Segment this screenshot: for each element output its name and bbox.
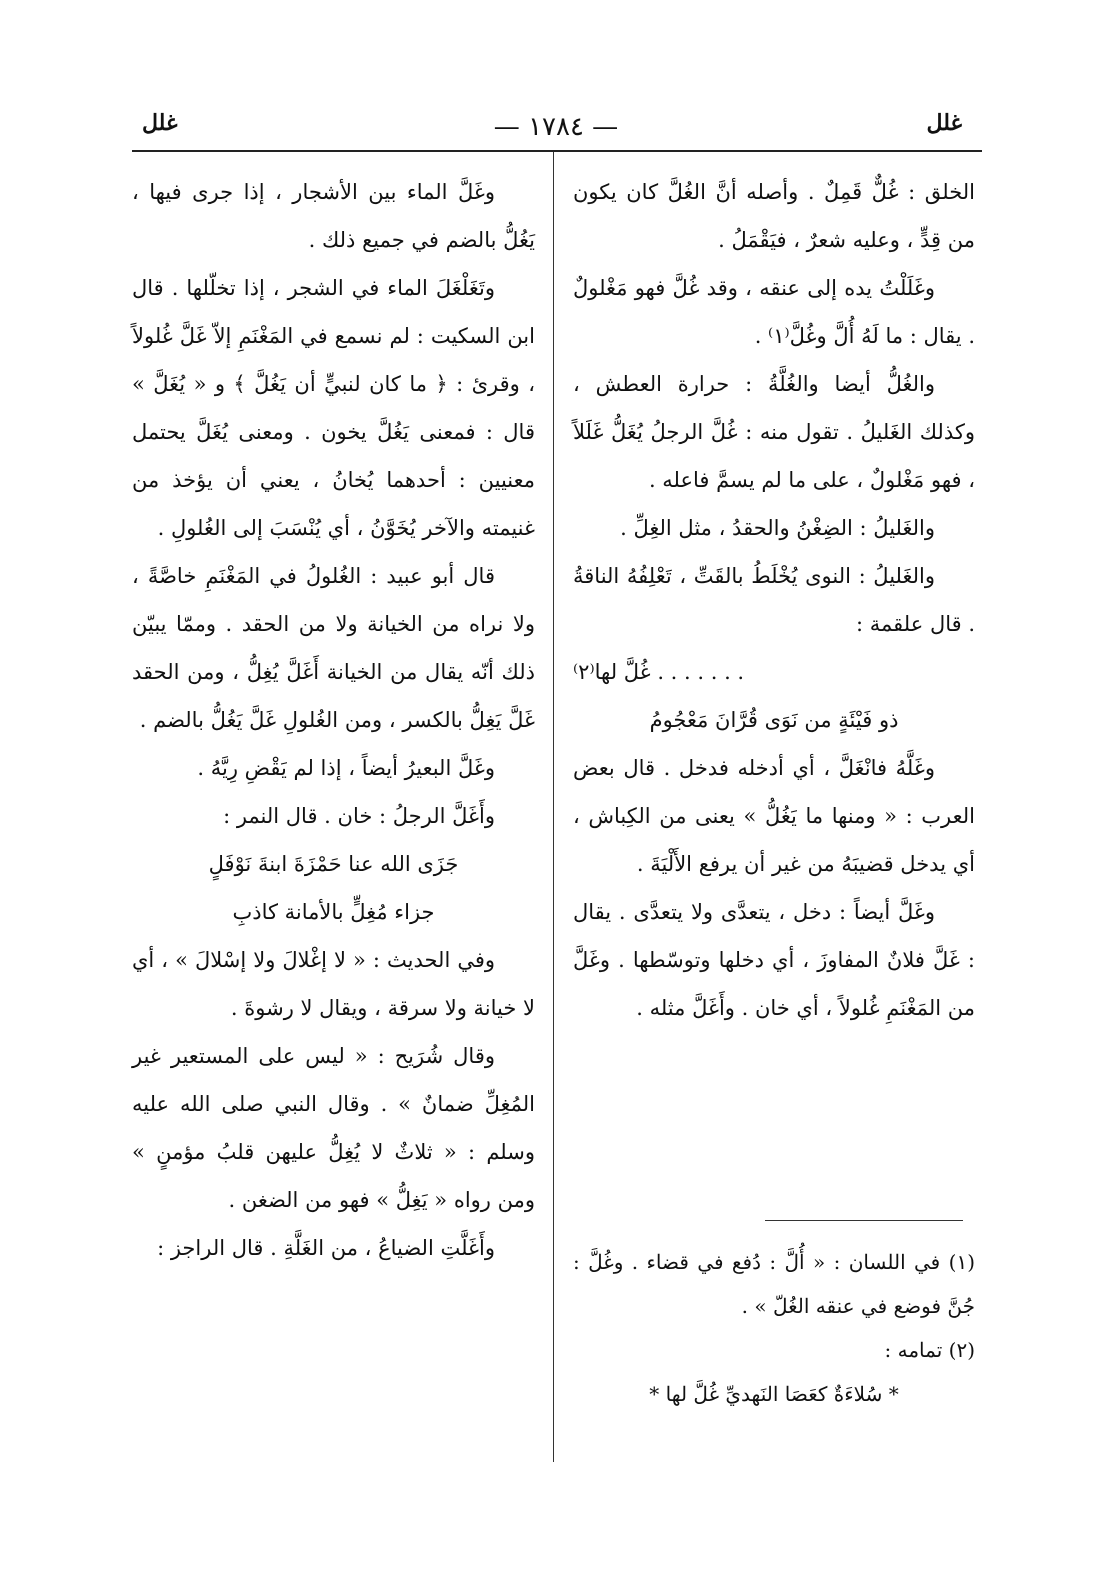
column-divider bbox=[553, 152, 554, 1462]
paragraph: وفي الحديث : « لا إغْلالَ ولا إسْلالَ » ، أي لا خيانة ولا سرقة ، ويقال لا رشوةَ . bbox=[132, 948, 535, 1020]
paragraph: والغُلُّ أيضا والغُلَّةُ : حرارة العطش ، وكذلك الغَليلُ . تقول منه : غُلَّ الرجلُ يُغَلُّ غَلَلاً ، فهو مَغْلولٌ ، على ما لم يسمَّ فاعله . bbox=[573, 372, 975, 492]
left-column bbox=[132, 168, 535, 1272]
paragraph: وغَلَّهُ فانْغَلَّ ، أي أدخله فدخل . قال بعض العرب : « ومنها ما يَغُلُّ » يعنى من الكِباش ، أي يدخل قضيبَهُ من غير أن يرفع الأَلْيَةَ . bbox=[573, 756, 975, 876]
footnote-verse: * سُلاءَةٌ كعَصَا النَهديِّ غُلَّ لها * bbox=[649, 1382, 899, 1406]
paragraph: وغَلَّ الماء بين الأشجار ، إذا جرى فيها ، يَغُلُّ بالضم في جميع ذلك . bbox=[132, 180, 535, 252]
footnotes bbox=[573, 1240, 975, 1416]
paragraph: قال أبو عبيد : الغُلولُ في المَغْنَمِ خاصَّةً ، ولا نراه من الخيانة ولا من الحقد . وممّا يبيّن ذلك أنّه يقال من الخيانة أَغَلَّ يُغِلُّ ، ومن الحقد غَلَّ يَغِلُّ بالكسر ، ومن الغُلولِ غَلَّ يَغُلُّ بالضم . bbox=[132, 564, 535, 732]
page-number: — ١٧٨٤ — bbox=[493, 112, 619, 142]
footnote-rule bbox=[765, 1220, 963, 1221]
header-rule bbox=[132, 150, 982, 152]
paragraph: وقال شُرَيح : « ليس على المستعير غير المُغِلِّ ضمانٌ » . وقال النبي صلى الله عليه وسلم : « ثلاثٌ لا يُغِلُّ عليهن قلبُ مؤمنٍ » ومن رواه « يَغِلُّ » فهو من الضغن . bbox=[132, 1044, 535, 1212]
paragraph: وتَغَلْغَلَ الماء في الشجر ، إذا تخلّلها . قال ابن السكيت : لم نسمع في المَغْنَمِ إلاّ غَلَّ غُلولاً ، وقرئ : ﴿ ما كان لنبيٍّ أن يَغُلَّ ﴾ و « يُغَلَّ » قال : فمعنى يَغُلَّ يخون . ومعنى يُغَلَّ يحتمل معنيين : أحدهما يُخانُ ، يعني أن يؤخذ من غنيمته والآخر يُخَوَّنُ ، أي يُنْسَبَ إلى الغُلولِ . bbox=[132, 276, 535, 540]
header-root-word-right: غلل bbox=[926, 110, 962, 136]
paragraph: وأَغَلَّ الرجلُ : خان . قال النمر : bbox=[223, 804, 495, 828]
verse-line: ذو فَيْئَةٍ من نَوَى قُرَّانَ مَعْجُومُ bbox=[649, 708, 899, 732]
footnote: (٢) تمامه : bbox=[884, 1338, 975, 1362]
verse-line: . . . . . . . غُلَّ لها⁽٢⁾ bbox=[573, 660, 745, 684]
footnote: (١) في اللسان : « أُلَّ : دُفع في قضاء . وغُلَّ : جُنَّ فوضع في عنقه الغُلّ » . bbox=[573, 1250, 975, 1318]
verse-line: جَزَى الله عنا حَمْزَةَ ابنةَ نَوْفَلٍ bbox=[208, 852, 459, 876]
paragraph: الخلق : غُلٌّ قَمِلٌ . وأصله أنَّ الغُلَّ كان يكون من قِدٍّ ، وعليه شعرٌ ، فيَقْمَلُ . bbox=[573, 180, 975, 252]
paragraph: وغَلَلْتُ يده إلى عنقه ، وقد غُلَّ فهو مَغْلولٌ . يقال : ما لَهُ أُلَّ وغُلَّ⁽١⁾ . bbox=[573, 276, 975, 348]
paragraph: والغَليلُ : الضِغْنُ والحقدُ ، مثل الغِلِّ . bbox=[620, 516, 935, 540]
paragraph: وغَلَّ البعيرُ أيضاً ، إذا لم يَقْضِ رِيَّهُ . bbox=[197, 756, 495, 780]
paragraph: وأَغَلَّتِ الضياعُ ، من الغَلَّةِ . قال الراجز : bbox=[157, 1236, 495, 1260]
verse-line: جزاء مُغِلٍّ بالأمانة كاذبِ bbox=[232, 900, 435, 924]
right-column bbox=[573, 168, 975, 1032]
paragraph: وغَلَّ أيضاً : دخل ، يتعدَّى ولا يتعدَّى . يقال : غَلَّ فلانٌ المفاوزَ ، أي دخلها وتوسّطها . وغَلَّ من المَغْنَمِ غُلولاً ، أي خان . وأَغَلَّ مثله . bbox=[573, 900, 975, 1020]
paragraph: والغَليلُ : النوى يُخْلَطُ بالقَتِّ ، تَعْلِفُهُ الناقةُ . قال علقمة : bbox=[573, 564, 975, 636]
header-root-word-left: غلل bbox=[142, 110, 178, 136]
